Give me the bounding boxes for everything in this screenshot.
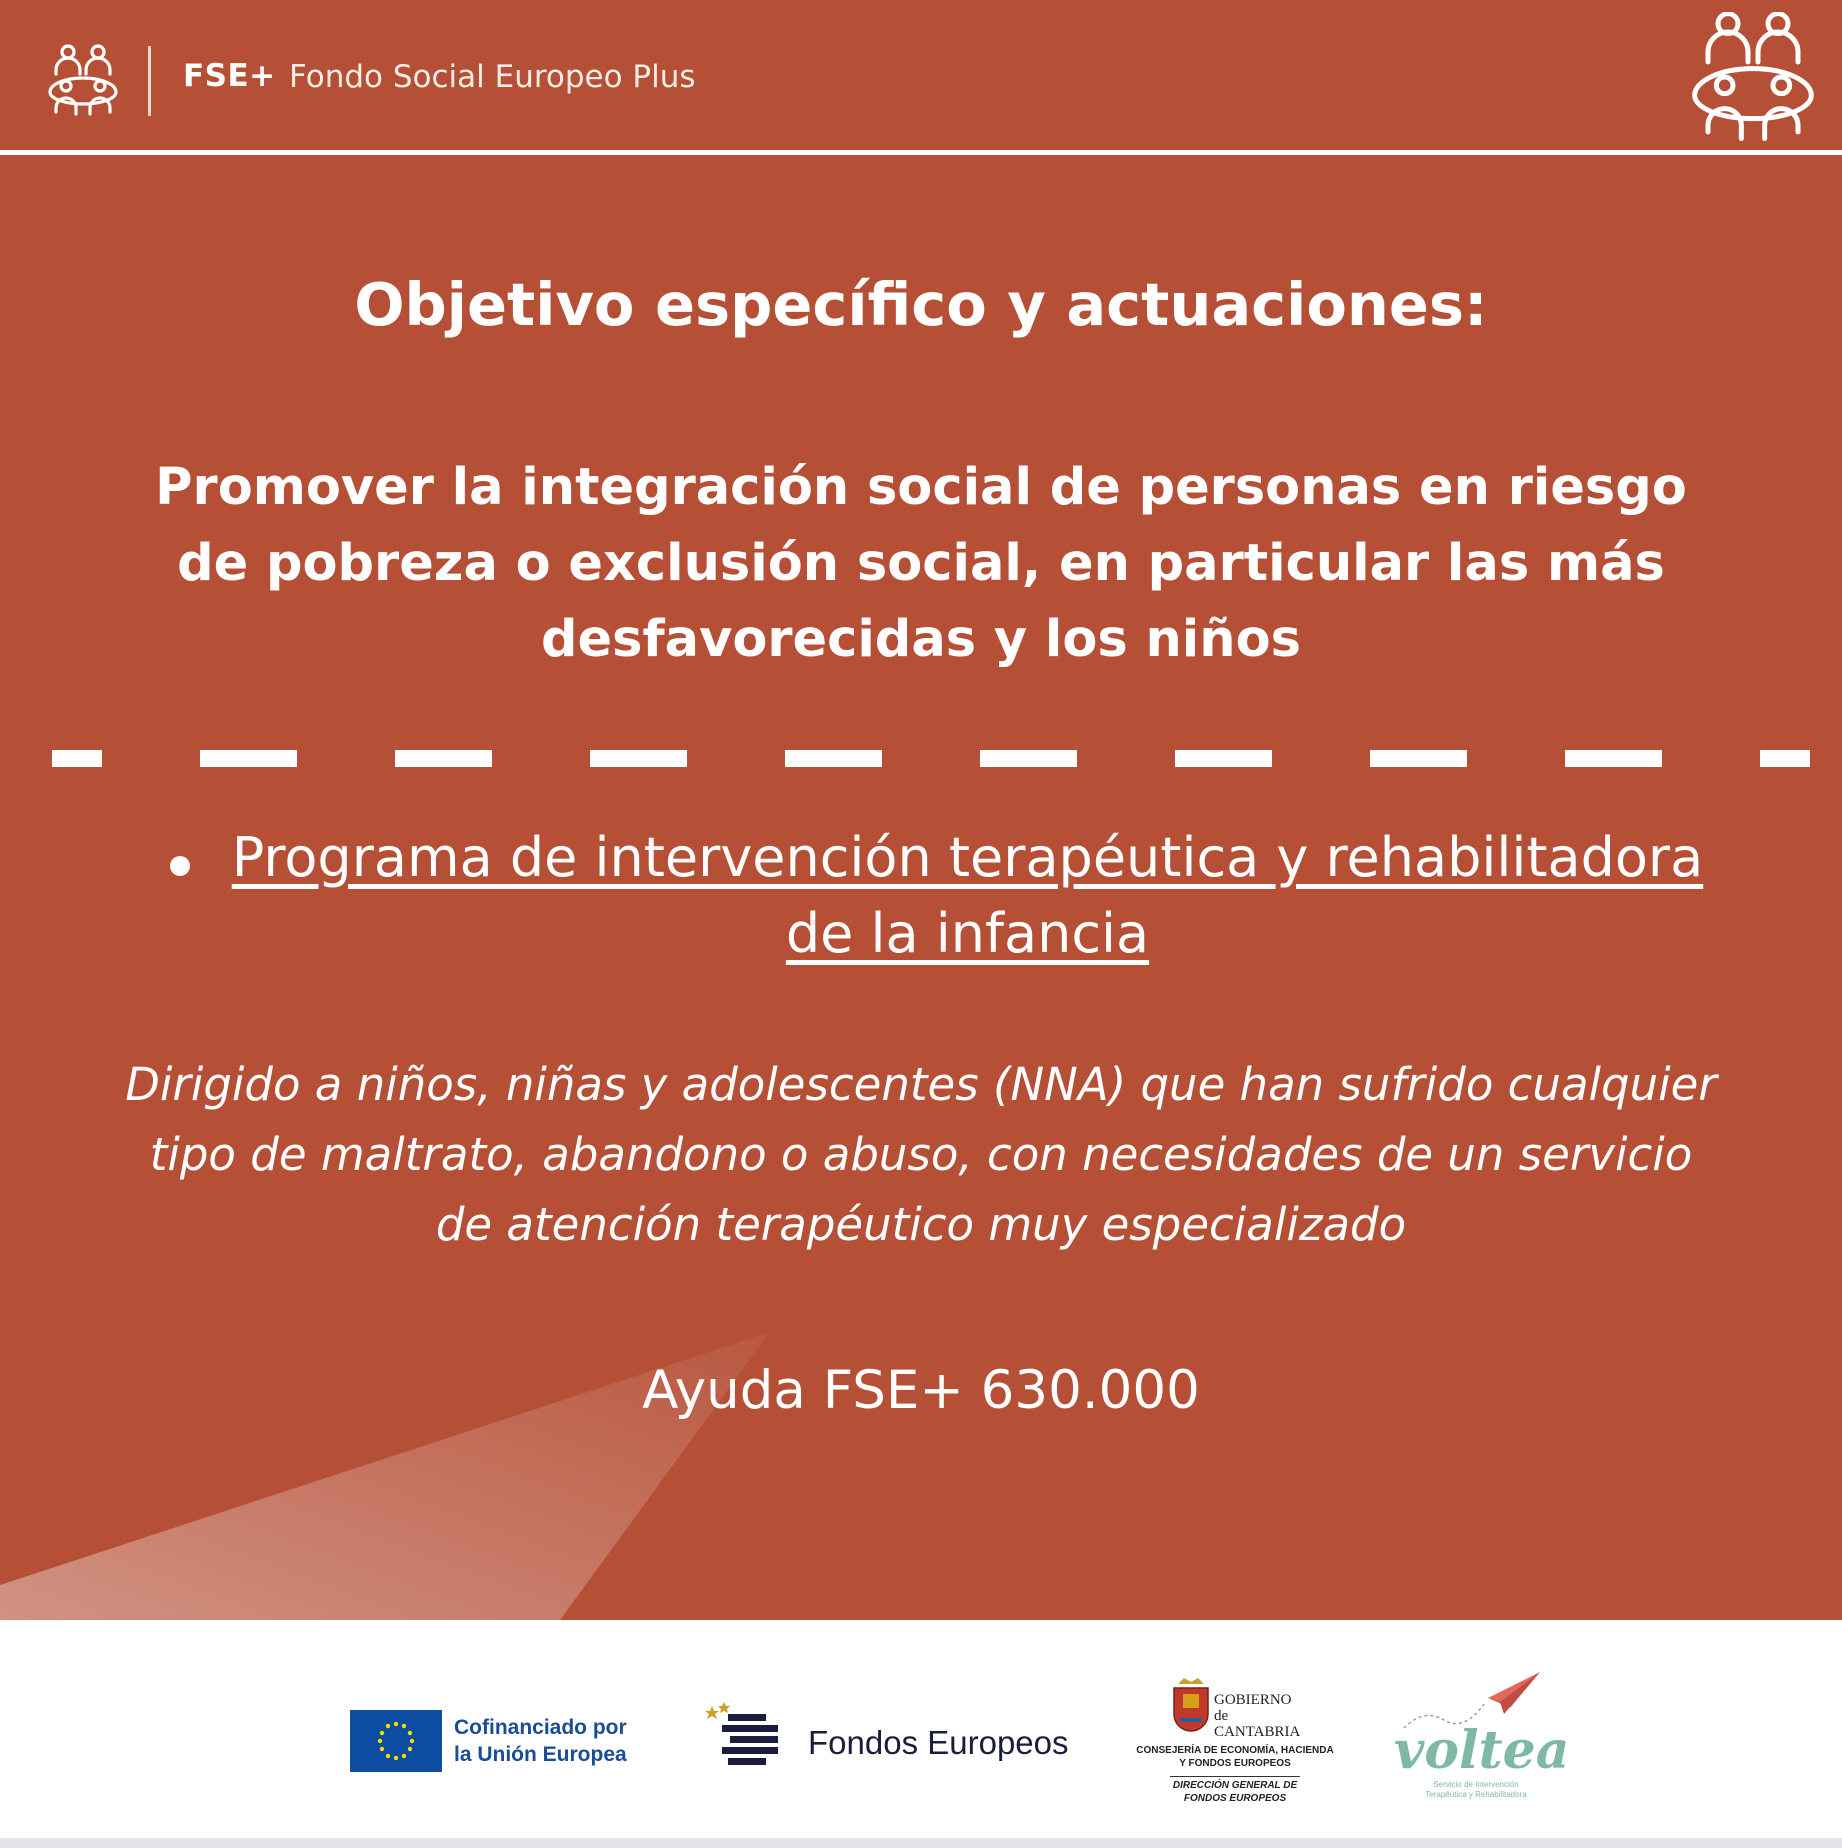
program-description: Dirigido a niños, niñas y adolescentes (NNA) que han sufrido cualquier tipo de maltrato, abandono o abuso, con necesidades de un servicio de atención terapéutico muy especializado xyxy=(125,1058,1717,1251)
people-meeting-icon xyxy=(44,42,122,120)
dash-segment xyxy=(1175,750,1272,767)
dash-segment xyxy=(1370,750,1467,767)
people-meeting-icon xyxy=(1688,12,1818,142)
cantabria-divider xyxy=(1170,1776,1300,1777)
voltea-subtitle: Servicio de Intervención Terapéutica y Rehabilitadora xyxy=(1425,1780,1527,1799)
program-link[interactable]: Programa de intervención terapéutica y rehabilitadora de la infancia xyxy=(231,826,1704,965)
section-title: Objetivo específico y actuaciones: xyxy=(354,270,1488,339)
cantabria-shield-icon xyxy=(1170,1676,1212,1736)
eu-flag-icon xyxy=(350,1710,442,1772)
fondos-europeos-text: Fondos Europeos xyxy=(808,1724,1069,1761)
aid-amount: Ayuda FSE+ 630.000 xyxy=(642,1360,1200,1421)
dash-segment xyxy=(590,750,687,767)
fondos-europeos-logo xyxy=(700,1700,1069,1780)
brand-label: FSE+ xyxy=(183,58,276,94)
voltea-logo xyxy=(1390,1668,1570,1808)
eu-cofinanced-logo xyxy=(350,1708,630,1774)
dashed-separator xyxy=(0,750,1842,767)
cantabria-title: GOBIERNO de CANTABRIA xyxy=(1214,1692,1301,1740)
dash-segment xyxy=(200,750,297,767)
gobierno-cantabria-logo xyxy=(1130,1672,1350,1812)
eu-cofinanced-text: Cofinanciado por la Unión Europea xyxy=(454,1716,627,1766)
header-separator xyxy=(0,150,1842,155)
program-name: Fondo Social Europeo Plus xyxy=(289,59,696,95)
fondos-europeos-mark-icon xyxy=(700,1700,800,1780)
specific-objective: Promover la integración social de personas en riesgo de pobreza o exclusión social, en particular las más desfavorecidas y los niños xyxy=(155,458,1687,669)
cantabria-directorate: DIRECCIÓN GENERAL DE FONDOS EUROPEOS xyxy=(1172,1780,1298,1804)
header xyxy=(0,0,1842,158)
dash-segment xyxy=(395,750,492,767)
cantabria-department: CONSEJERÍA DE ECONOMÍA, HACIENDA Y FONDOS EUROPEOS xyxy=(1136,1745,1334,1769)
bullet-icon xyxy=(170,856,190,876)
dash-segment xyxy=(1760,750,1810,767)
dash-segment xyxy=(785,750,882,767)
dash-segment xyxy=(52,750,102,767)
header-divider xyxy=(148,46,151,116)
dash-segment xyxy=(980,750,1077,767)
footer-bottom-strip xyxy=(0,1838,1842,1848)
voltea-wordmark: voltea xyxy=(1394,1720,1570,1781)
dash-segment xyxy=(1565,750,1662,767)
